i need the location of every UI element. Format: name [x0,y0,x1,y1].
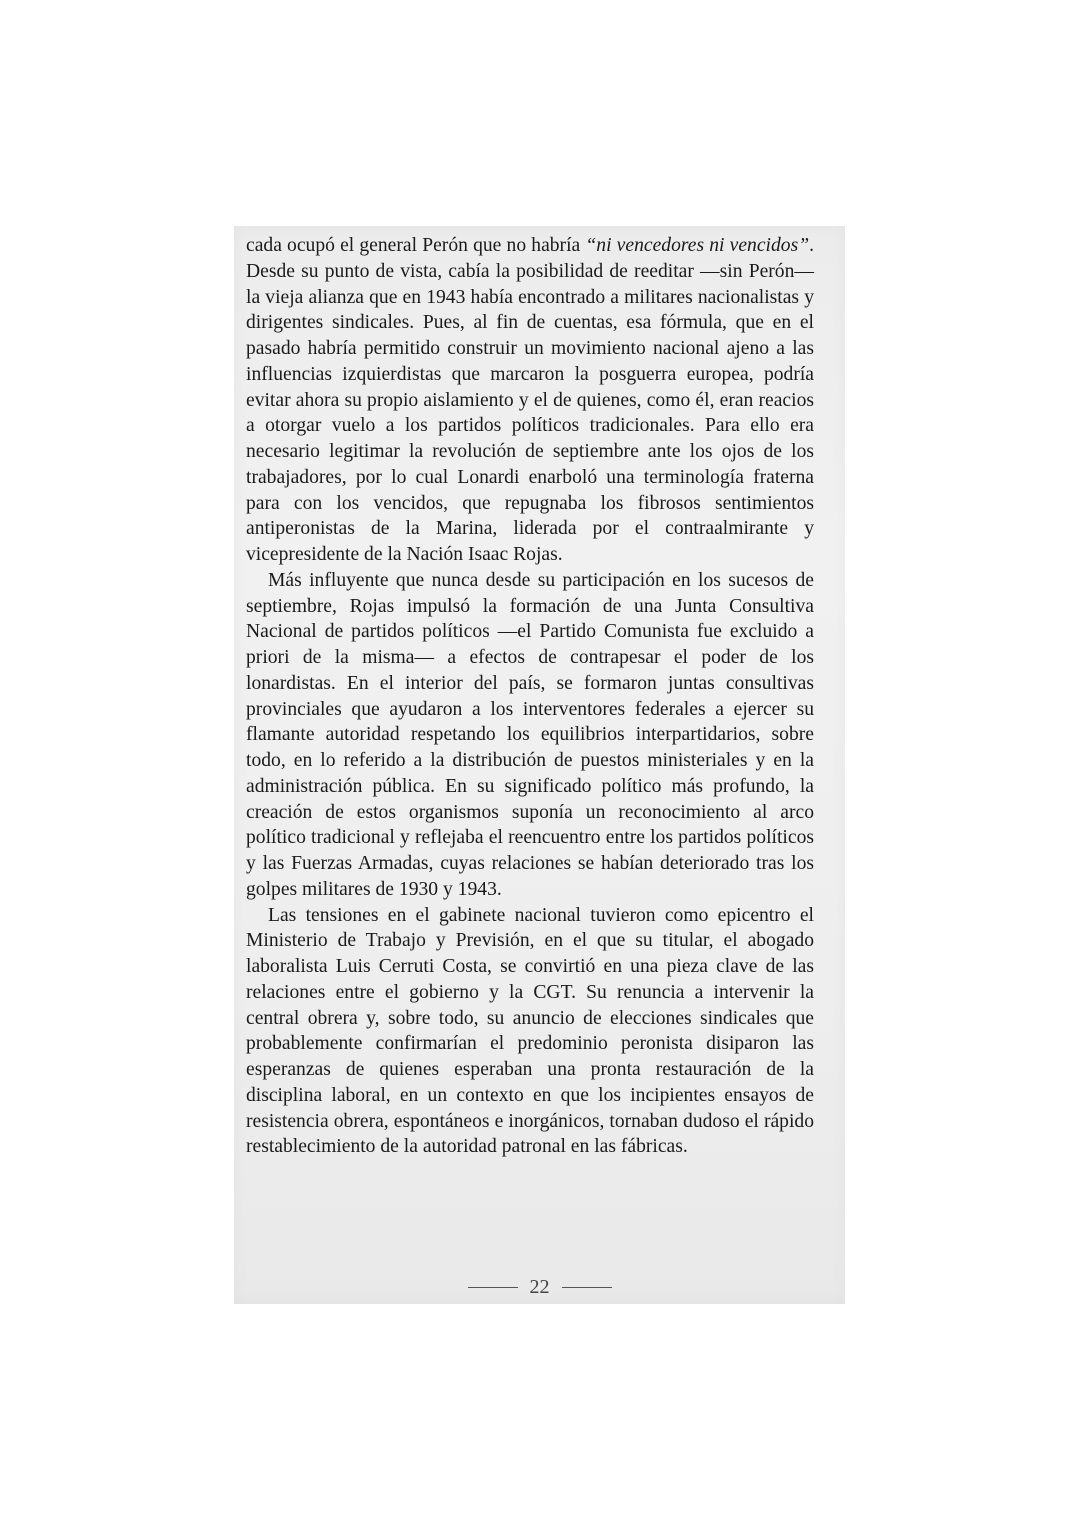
page-footer [234,1276,845,1299]
folio-rule-right [562,1287,612,1288]
text-run: . Desde su punto de vista, cabía la posibilidad de reeditar —sin Perón— la vieja alianza que en 1943 había encontrado a militares nacionalistas y dirigentes sindicales. Pues, al fin de cuentas, esa fórmula, que en el pasado habría permitido construir un movimiento nacional ajeno a las influencias izquierdistas que marcaron la posguerra europea, podría evitar ahora su propio aislamiento y el de quienes, como él, eran reacios a otorgar vuelo a los partidos políticos tradicionales. Para ello era necesario legitimar la revolución de septiembre ante los ojos de los trabajadores, por lo cual Lonardi enarboló una terminología fraterna para con los vencidos, que repugnaba los fibrosos sentimientos antiperonistas de la Marina, liderada por el contraalmirante y vicepresidente de la Nación Isaac Rojas. [246,235,814,565]
text-run: cada ocupó el general Perón que no habría [246,235,586,256]
page-number: 22 [529,1276,550,1298]
text-run: Las tensiones en el gabinete nacional tuvieron como epicentro el Ministerio de Trabajo y Previsión, en el que su titular, el abogado laboralista Luis Cerruti Costa, se convirtió en una pieza clave de las relaciones entre el gobierno y la CGT. Su renuncia a intervenir la central obrera y, sobre todo, su anuncio de elecciones sindicales que probablemente confirmarían el predominio peronista disiparon las esperanzas de quienes esperaban una pronta restauración de la disciplina laboral, en un contexto en que los incipientes ensayos de resistencia obrera, espontáneos e inorgánicos, tornaban dudoso el rápido restablecimiento de la autoridad patronal en las fábricas. [246,904,814,1158]
paragraph [246,568,814,903]
text-run: Más influyente que nunca desde su participación en los sucesos de septiembre, Rojas impulsó la formación de una Junta Consultiva Nacional de partidos políticos —el Partido Comunista fue excluido a priori de la misma— a efectos de contrapesar el poder de los lonardistas. En el interior del país, se formaron juntas consultivas provinciales que ayudaron a los interventores federales a ejercer su flamante autoridad respetando los equilibrios interpartidarios, sobre todo, en lo referido a la distribución de puestos ministeriales y en la administración pública. En su significado político más profundo, la creación de estos organismos suponía un reconocimiento al arco político tradicional y reflejaba el reencuentro entre los partidos políticos y las Fuerzas Armadas, cuyas relaciones se habían deteriorado tras los golpes militares de 1930 y 1943. [246,569,814,900]
paragraph [246,903,814,1161]
folio-rule-left [468,1287,518,1288]
body-text [246,233,814,1160]
text-run-italic: “ni vencedores ni vencidos” [585,235,810,256]
paragraph [246,233,814,568]
